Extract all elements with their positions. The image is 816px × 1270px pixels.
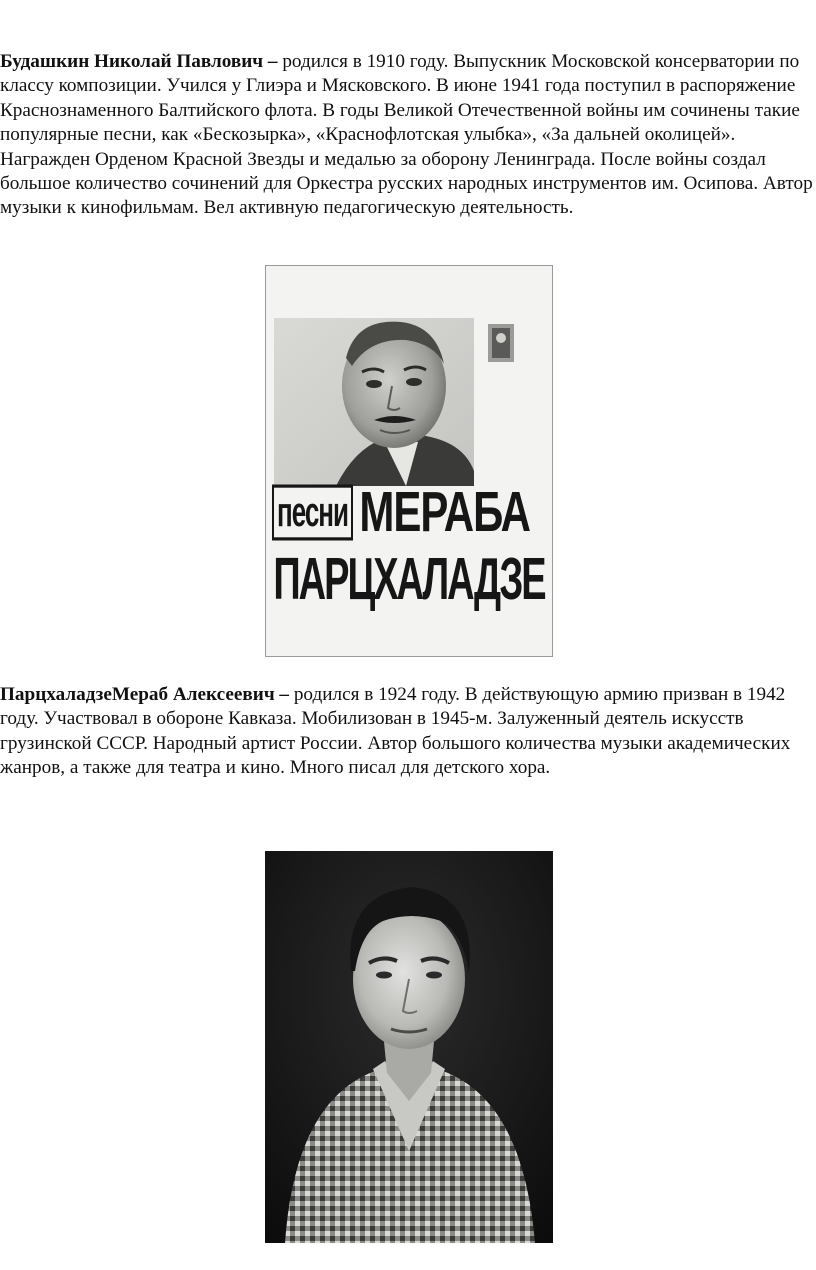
composer-name: ПарцхаладзеМераб Алексеевич –	[0, 684, 290, 705]
biography-partskhaladze	[0, 683, 816, 781]
biography-text: родился в 1924 году. В действующую армию призван в 1942 году. Участвовал в обороне Кавказа. Мобилизован в 1945-м. Залуженный деятель искусств грузинской СССР. Народный артист России. Автор большого количества музыки академических жанров, а также для театра и кино. Много писал для детского хора.	[0, 684, 791, 779]
portrait-photo	[265, 851, 553, 1243]
album-word-meraba: МЕРАБА	[359, 479, 530, 544]
biography-budashkin	[0, 50, 816, 221]
album-word-pesni: песни	[272, 484, 353, 540]
album-title-line-1	[266, 479, 553, 544]
biography-text: родился в 1910 году. Выпускник Московской консерватории по классу композиции. Учился у Глиэра и Мясковского. В июне 1941 года поступил в распоряжение Краснознаменного Балтийского флота. В годы Великой Отечественной войны им сочинены такие популярные песни, как «Бескозырка», «Краснофлотская улыбка», «За дальней околицей». Награжден Орденом Красной Звезды и медалью за оборону Ленинграда. После войны создал большое количество сочинений для Оркестра русских народных инструментов им. Осипова. Автор музыки к кинофильмам. Вел активную педагогическую деятельность.	[0, 51, 813, 219]
album-title-line-2	[266, 548, 552, 614]
album-cover-image	[265, 265, 553, 657]
album-word-partskhaladze: ПАРЦХАЛАДЗЕ	[273, 548, 545, 614]
portrait-photo-image	[265, 851, 553, 1243]
composer-name: Будашкин Николай Павлович –	[0, 51, 278, 72]
